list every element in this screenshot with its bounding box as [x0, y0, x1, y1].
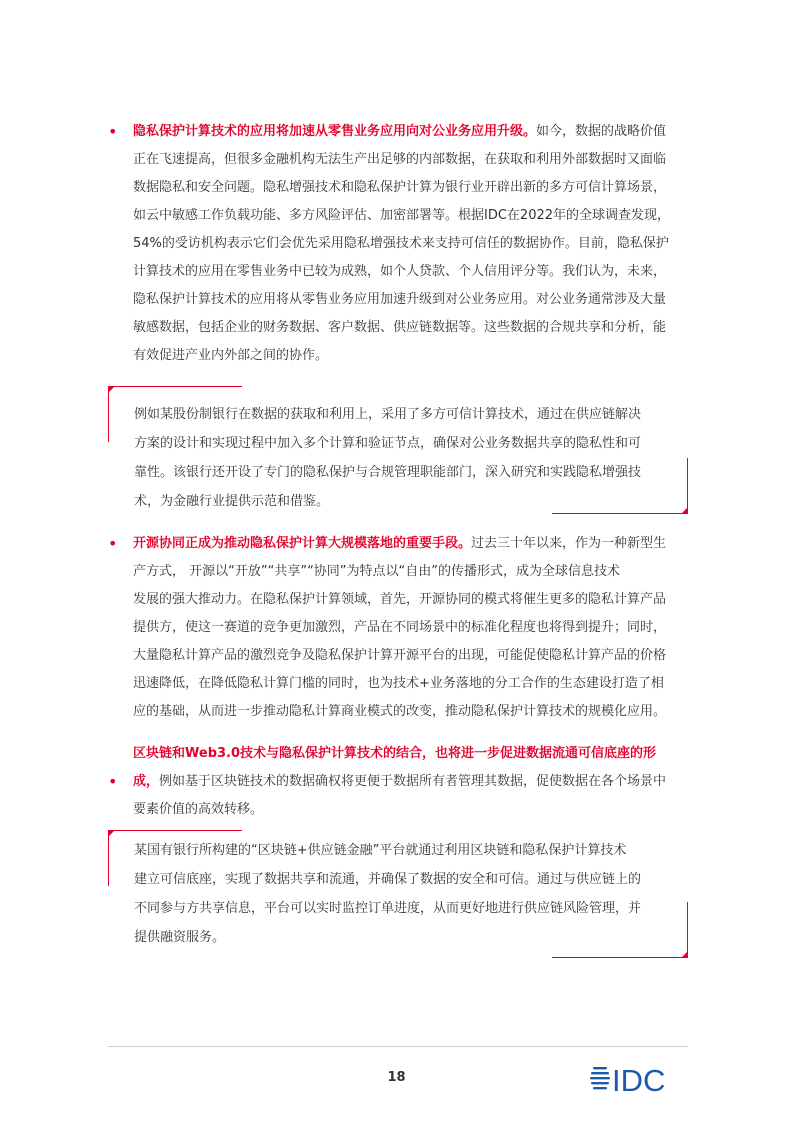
idc-logo-text: IDC [612, 1063, 666, 1096]
paragraph-2 [133, 530, 689, 726]
p3-line: 要素价值的高效转移。 [133, 802, 264, 817]
p2-line: 发展的强大推动力。在隐私保护计算领域，首先，开源协同的模式将催生更多的隐私计算产品 [133, 592, 667, 607]
page-number: 18 [387, 1070, 406, 1085]
footer-divider [108, 1046, 688, 1047]
globe-icon [590, 1067, 610, 1089]
q1-line: 例如某股份制银行在数据的获取和利用上，采用了多方可信计算技术，通过在供应链解决 [134, 407, 642, 422]
paragraph-3 [133, 740, 689, 824]
p2-line: 提供方，使这一赛道的竞争更加激烈，产品在不同场景中的标准化程度也将得到提升；同时， [133, 620, 667, 635]
q1-line: 方案的设计和实现过程中加入多个计算和验证节点，确保对公业务数据共享的隐私性和可 [134, 436, 642, 451]
frame-corner-top-left [108, 386, 115, 393]
q1-line: 术，为金融行业提供示范和借鉴。 [134, 494, 330, 509]
frame-top-line [108, 386, 242, 387]
case-study-box-2 [108, 830, 688, 958]
case-study-text-1 [134, 400, 664, 516]
q1-line: 靠性。该银行还开设了专门的隐私保护与合规管理职能部门，深入研究和实践隐私增强技 [134, 465, 642, 480]
frame-left-line [108, 830, 109, 886]
paragraph-1 [133, 118, 689, 370]
frame-left-line [108, 386, 109, 442]
p2-line: 产方式， 开源以“开放”“共享”“协同”为特点以“自由”的传播形式，成为全球信息技术 [133, 564, 621, 579]
case-study-box-1 [108, 386, 688, 514]
p1-line: 如云中敏感工作负载功能、多方风险评估、加密部署等。根据IDC在2022年的全球调查发现， [133, 208, 671, 223]
frame-right-line [687, 458, 688, 514]
paragraph-2-lead: 开源协同正成为推动隐私保护计算大规模落地的重要手段。 [133, 536, 472, 551]
p1-line: 计算技术的应用在零售业务中已较为成熟，如个人贷款、个人信用评分等。我们认为，未来， [133, 264, 667, 279]
idc-logo-graphic [590, 1062, 690, 1096]
p2-line: 应的基础，从而进一步推动隐私计算商业模式的改变，推动隐私保护计算技术的规模化应用。 [133, 704, 667, 719]
paragraph-1-lead: 隐私保护计算技术的应用将加速从零售业务应用向对公业务应用升级。 [133, 124, 537, 139]
p1-line: 隐私保护计算技术的应用将从零售业务应用加速升级到对公业务应用。对公业务通常涉及大量 [133, 292, 667, 307]
q2-line: 某国有银行所构建的“区块链+供应链金融”平台就通过利用区块链和隐私保护计算技术 [134, 843, 627, 858]
p2-line: 过去三十年以来，作为一种新型生 [471, 536, 667, 551]
frame-right-line [687, 902, 688, 958]
paragraph-3-lead: 区块链和Web3.0技术与隐私保护计算技术的结合，也将进一步促进数据流通可信底座的形 [133, 746, 657, 761]
p2-line: 大量隐私计算产品的激烈竞争及隐私保护计算开源平台的出现，可能促使隐私计算产品的价格 [133, 648, 667, 663]
bullet-3: • [108, 772, 118, 791]
bullet-2: • [108, 534, 118, 553]
p1-line: 正在飞速提高，但很多金融机构无法生产出足够的内部数据，在获取和利用外部数据时又面临 [133, 152, 667, 167]
p2-line: 迅速降低，在降低隐私计算门槛的同时，也为技术+业务落地的分工合作的生态建设打造了相 [133, 676, 664, 691]
frame-top-line [108, 830, 242, 831]
bullet-1: • [108, 122, 118, 141]
p1-line: 如今，数据的战略价值 [536, 124, 667, 139]
frame-corner-bottom-right [681, 951, 688, 958]
frame-bottom-line [552, 957, 688, 958]
q2-line: 建立可信底座，实现了数据共享和流通，并确保了数据的安全和可信。通过与供应链上的 [134, 872, 642, 887]
p3-line: 例如基于区块链技术的数据确权将更便于数据所有者管理其数据，促使数据在各个场景中 [159, 774, 667, 789]
paragraph-3-lead-end: 成， [133, 774, 160, 789]
p1-line: 有效促进产业内外部之间的协作。 [133, 348, 329, 363]
p1-line: 54%的受访机构表示它们会优先采用隐私增强技术来支持可信任的数据协作。目前，隐私保护 [133, 236, 669, 251]
q2-line: 不同参与方共享信息，平台可以实时监控订单进度，从而更好地进行供应链风险管理，并 [134, 901, 642, 916]
q2-line: 提供融资服务。 [134, 930, 226, 945]
frame-corner-bottom-right [681, 507, 688, 514]
case-study-text-2 [134, 836, 664, 952]
idc-logo [590, 1062, 690, 1096]
frame-corner-top-left [108, 830, 115, 837]
p1-line: 敏感数据，包括企业的财务数据、客户数据、供应链数据等。这些数据的合规共享和分析，能 [133, 320, 667, 335]
p1-line: 数据隐私和安全问题。隐私增强技术和隐私保护计算为银行业开辟出新的多方可信计算场景， [133, 180, 667, 195]
